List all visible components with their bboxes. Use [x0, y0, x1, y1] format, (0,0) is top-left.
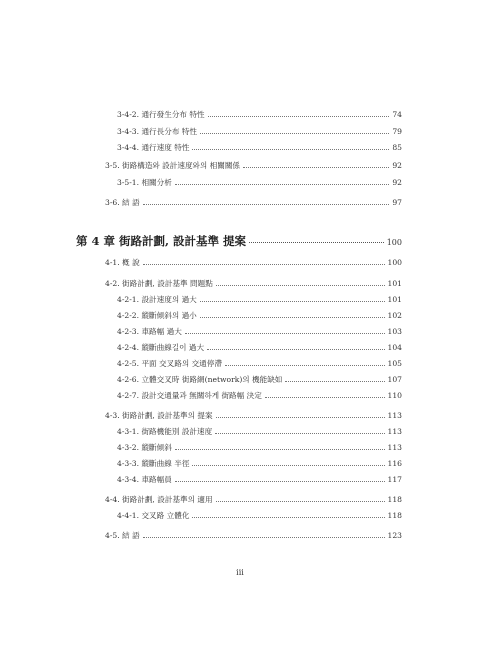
toc-entry-label: 4-2-5. 平面 交叉路의 交通停滯	[117, 359, 222, 368]
toc-entry-page: 118	[387, 511, 402, 520]
toc-entry-page: 113	[387, 411, 402, 420]
dot-leader	[243, 166, 389, 168]
toc-entry-label: 4-3-1. 街路機能別 設計速度	[117, 427, 213, 436]
toc-entry-label: 4-2-2. 縱斷傾斜의 過小	[117, 311, 197, 320]
toc-entry-label: 3-4-4. 通行速度 特性	[117, 143, 190, 152]
dot-leader	[143, 263, 385, 265]
toc-entry-page: 92	[392, 161, 402, 170]
toc-chapter-4	[76, 233, 402, 249]
toc-entry-page: 74	[392, 110, 402, 119]
toc-entry-4-3-1	[117, 426, 402, 437]
dot-leader	[200, 132, 389, 134]
toc-chapter-label: 第 4 章 街路計劃, 設計基準 提案	[76, 234, 247, 248]
dot-leader	[200, 300, 385, 302]
dot-leader	[185, 332, 385, 334]
toc-entry-4-2-1	[117, 294, 402, 305]
toc-entry-page: 100	[386, 238, 402, 247]
dot-leader	[207, 348, 384, 350]
toc-entry-page: 117	[387, 475, 402, 484]
toc-entry-4-2-6	[117, 374, 402, 385]
page-number: iii	[236, 568, 244, 577]
toc-entry-3-6	[105, 197, 402, 208]
toc-entry-page: 101	[387, 279, 402, 288]
toc-entry-3-5-1	[117, 177, 402, 188]
toc-entry-page: 118	[387, 495, 402, 504]
toc-entry-page: 110	[387, 391, 402, 400]
toc-entry-page: 107	[387, 375, 402, 384]
toc-entry-4-3-2	[117, 442, 402, 453]
toc-entry-page: 123	[387, 531, 402, 540]
toc-entry-label: 4-2-7. 設計交通量과 無關하게 街路幅 決定	[117, 391, 262, 400]
dot-leader	[216, 416, 385, 418]
toc-entry-page: 113	[387, 443, 402, 452]
dot-leader	[216, 284, 385, 286]
toc-entry-page: 97	[392, 198, 402, 207]
toc-entry-label: 3-5. 街路構造와 設計速度와의 相關關係	[105, 161, 241, 170]
dot-leader	[192, 516, 384, 518]
toc-entry-4-2-4	[117, 342, 402, 353]
dot-leader	[175, 183, 390, 185]
toc-entry-4-4-1	[117, 510, 402, 521]
dot-leader	[143, 536, 385, 538]
dot-leader	[216, 500, 385, 502]
toc-entry-label: 4-3. 街路計劃, 設計基準의 提案	[105, 411, 213, 420]
toc-entry-label: 3-4-2. 通行發生分布 特性	[117, 110, 205, 119]
toc-entry-3-4-4	[117, 142, 402, 153]
toc-entry-label: 4-1. 槪 說	[105, 258, 140, 267]
toc-entry-page: 102	[387, 311, 402, 320]
toc-entry-page: 79	[392, 127, 402, 136]
dot-leader	[249, 241, 384, 243]
toc-entry-3-4-3	[117, 126, 402, 137]
dot-leader	[200, 316, 385, 318]
toc-entry-label: 4-3-4. 車路幅員	[117, 475, 172, 484]
toc-entry-page: 100	[387, 258, 402, 267]
toc-entry-page: 101	[387, 295, 402, 304]
toc-entry-label: 4-2-6. 立體交叉時 街路網(network)의 機能缺如	[117, 375, 283, 384]
toc-entry-4-2-7	[117, 390, 402, 401]
dot-leader	[215, 432, 384, 434]
toc-entry-label: 4-2-4. 縱斷曲線길이 過大	[117, 343, 205, 352]
toc-entry-page: 85	[392, 143, 402, 152]
toc-entry-page: 113	[387, 427, 402, 436]
dot-leader	[285, 380, 384, 382]
toc-entry-4-2-2	[117, 310, 402, 321]
toc-entry-label: 4-4-1. 交叉路 立體化	[117, 511, 190, 520]
toc-entry-label: 3-6. 結 語	[105, 198, 140, 207]
dot-leader	[192, 464, 384, 466]
toc-entry-label: 4-4. 街路計劃, 設計基準의 適用	[105, 495, 213, 504]
dot-leader	[175, 448, 385, 450]
toc-entry-4-3-3	[117, 458, 402, 469]
toc-entry-label: 4-2-3. 車路幅 過大	[117, 327, 182, 336]
toc-entry-label: 4-3-3. 縱斷曲線 半徑	[117, 459, 190, 468]
dot-leader	[175, 480, 385, 482]
toc-entry-4-3-4	[117, 474, 402, 485]
toc-entry-3-4-2	[117, 109, 402, 120]
toc-entry-label: 3-4-3. 通行長分布 特性	[117, 127, 198, 136]
toc-entry-4-1	[105, 257, 402, 268]
toc-entry-page: 105	[387, 359, 402, 368]
toc-entry-page: 92	[392, 178, 402, 187]
toc-entry-page: 104	[387, 343, 402, 352]
dot-leader	[143, 203, 390, 205]
dot-leader	[225, 364, 385, 366]
toc-entry-4-5	[105, 530, 402, 541]
toc-entry-label: 4-2-1. 設計速度의 過大	[117, 295, 197, 304]
toc-entry-label: 4-3-2. 縱斷傾斜	[117, 443, 172, 452]
toc-entry-page: 103	[387, 327, 402, 336]
toc-entry-label: 3-5-1. 相關分析	[117, 178, 172, 187]
toc-entry-page: 116	[387, 459, 402, 468]
toc-entry-4-3	[105, 410, 402, 421]
dot-leader	[265, 396, 385, 398]
toc-entry-4-2-5	[117, 358, 402, 369]
toc-entry-label: 4-5. 結 語	[105, 531, 140, 540]
dot-leader	[192, 148, 389, 150]
toc-entry-4-2-3	[117, 326, 402, 337]
dot-leader	[208, 115, 390, 117]
toc-entry-3-5	[105, 160, 402, 171]
toc-entry-label: 4-2. 街路計劃, 設計基準 問題點	[105, 279, 213, 288]
toc-entry-4-2	[105, 278, 402, 289]
toc-entry-4-4	[105, 494, 402, 505]
